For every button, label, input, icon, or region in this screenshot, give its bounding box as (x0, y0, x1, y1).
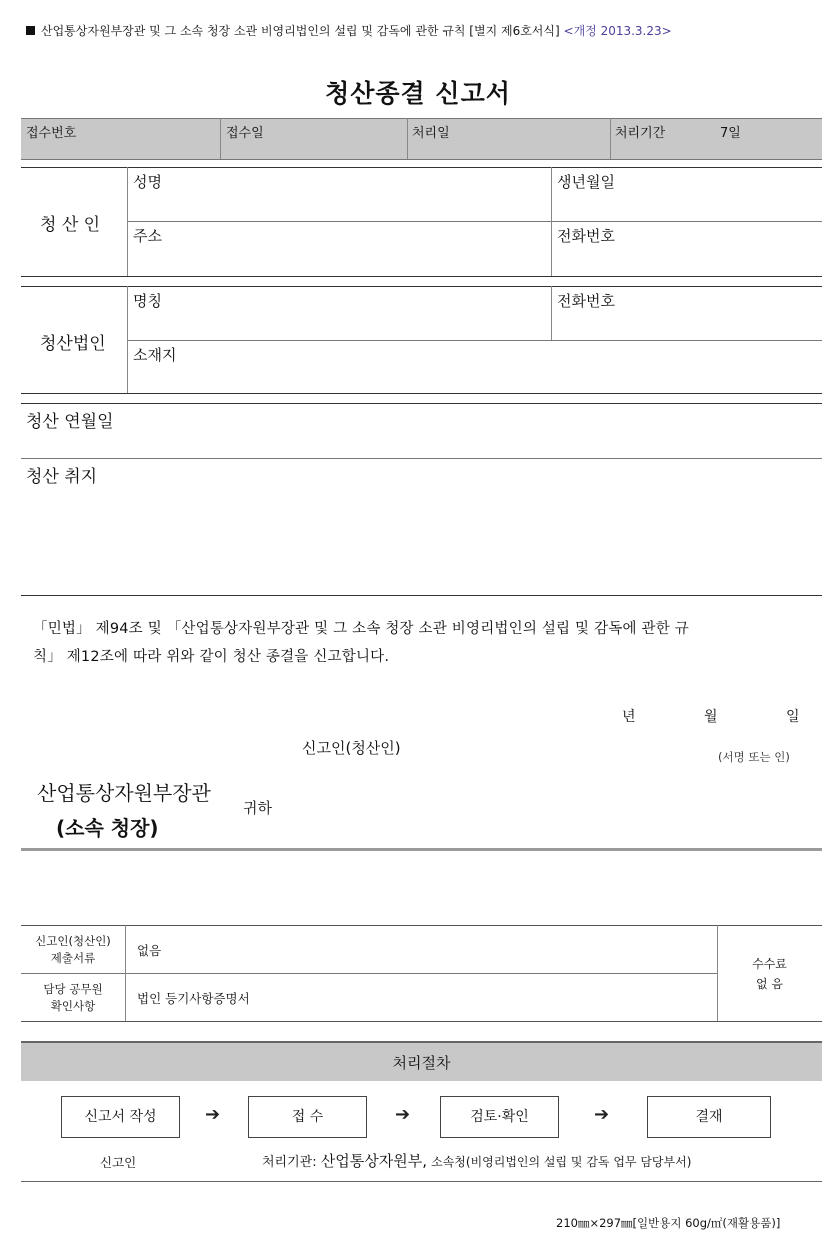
step-review: 검토·확인 (440, 1096, 559, 1138)
arrow-right-icon: ➔ (594, 1104, 610, 1125)
submit-docs-value: 없음 (137, 943, 162, 958)
divider (21, 1021, 822, 1022)
processing-agency (262, 1150, 691, 1171)
step-write-report: 신고서 작성 (61, 1096, 180, 1138)
address-label: 주소 (133, 227, 162, 245)
processing-period-label: 처리기간 (615, 126, 666, 141)
divider (125, 925, 126, 1021)
arrow-right-icon: ➔ (395, 1104, 411, 1125)
officer-check-value: 법인 등기사항증명서 (137, 991, 250, 1006)
divider (21, 848, 822, 851)
paper-spec: 210㎜×297㎜[일반용지 60g/㎡(재활용품)] (556, 1216, 781, 1230)
corporation-section-label: 청산법인 (40, 334, 106, 354)
year-label: 년 (622, 709, 636, 725)
applicant-label: 신고인 (100, 1155, 137, 1170)
divider (21, 167, 822, 168)
divider (610, 118, 611, 159)
divider (21, 458, 822, 459)
birthdate-label: 생년월일 (557, 173, 615, 191)
divider (21, 393, 822, 394)
regulation-header (26, 22, 672, 39)
month-label: 월 (704, 709, 718, 725)
agency-main: 산업통상자원부, (320, 1152, 427, 1170)
divider (220, 118, 221, 159)
day-label: 일 (786, 709, 800, 725)
divider (127, 340, 822, 341)
submit-docs-label-line-1: 신고인(청산인) (35, 934, 111, 948)
recipient-line-2: (소속 청장) (56, 816, 159, 840)
square-bullet-icon (26, 26, 35, 35)
regulation-text: 산업통상자원부장관 및 그 소속 청장 소관 비영리법인의 설립 및 감독에 관한 규칙 [별지 제6호서식] (41, 24, 560, 38)
officer-check-label (21, 981, 125, 1015)
officer-check-label-line-1: 담당 공무원 (43, 982, 103, 996)
procedure-title: 처리절차 (392, 1054, 451, 1072)
divider (551, 286, 552, 340)
divider (21, 276, 822, 277)
page-title: 청산종결 신고서 (325, 79, 511, 108)
processing-period-value: 7일 (720, 126, 741, 141)
fee-cell (717, 954, 822, 994)
divider (551, 167, 552, 276)
divider (127, 286, 128, 393)
declarant-label: 신고인(청산인) (302, 739, 401, 757)
divider (407, 118, 408, 159)
divider (21, 286, 822, 287)
agency-sub: 소속청(비영리법인의 설립 및 감독 업무 담당부서) (431, 1155, 692, 1169)
name-label: 성명 (133, 173, 162, 191)
statement-line-2: 칙」 제12조에 따라 위와 같이 청산 종결을 신고합니다. (33, 649, 390, 665)
divider (127, 167, 128, 276)
liquidator-section-label: 청 산 인 (40, 215, 101, 235)
receipt-number-label: 접수번호 (26, 126, 77, 141)
statement-line-1: 「민법」 제94조 및 「산업통상자원부장관 및 그 소속 청장 소관 비영리법인의 설립 및 감독에 관한 규 (33, 621, 689, 637)
fee-label: 수수료 (752, 957, 787, 971)
location-label: 소재지 (133, 346, 177, 364)
liquidator-phone-label: 전화번호 (557, 227, 615, 245)
divider (21, 403, 822, 404)
divider (127, 221, 822, 222)
submit-docs-label (21, 933, 125, 967)
signature-note: (서명 또는 인) (718, 750, 790, 764)
step-approval: 결재 (647, 1096, 771, 1138)
arrow-right-icon: ➔ (205, 1104, 221, 1125)
fee-value: 없 음 (756, 977, 783, 991)
amendment-note: <개정 2013.3.23> (563, 24, 672, 38)
divider (21, 1181, 822, 1182)
submit-docs-label-line-2: 제출서류 (50, 951, 96, 965)
step-receipt: 접 수 (248, 1096, 367, 1138)
recipient-line-1: 산업통상자원부장관 (37, 781, 211, 805)
divider (21, 925, 822, 926)
corporation-phone-label: 전화번호 (557, 292, 615, 310)
divider (21, 595, 822, 596)
agency-prefix: 처리기관: (262, 1155, 317, 1170)
receipt-date-label: 접수일 (226, 126, 264, 141)
corporation-name-label: 명칭 (133, 292, 162, 310)
recipient-suffix: 귀하 (243, 799, 272, 817)
liquidation-purpose-label: 청산 취지 (26, 467, 98, 487)
officer-check-label-line-2: 확인사항 (50, 999, 96, 1013)
processed-date-label: 처리일 (412, 126, 450, 141)
liquidation-date-label: 청산 연월일 (26, 412, 114, 432)
